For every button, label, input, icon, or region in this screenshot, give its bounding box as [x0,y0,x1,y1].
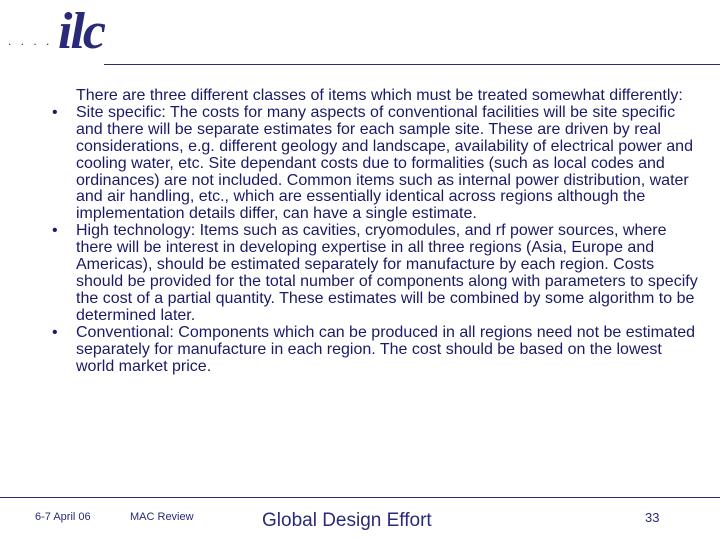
footer-date: 6-7 April 06 [35,511,91,523]
page-number: 33 [645,510,660,525]
intro-text: There are three different classes of items which must be treated somewhat differently: [76,87,683,104]
footer-review: MAC Review [130,511,194,523]
bullet-description: : The costs for many aspects of conventional facilities will be site specific and there will be separate estimates for each sample site. These are driven by real considerations, e.g. different geology and landscape, availability of electrical power and cooling water, etc. Site dependant costs due to formalities (such as local codes and ordinances) are not included. Common items such as internal power distribution, water and air handling, etc., which are essentially identical across regions although the implementation details differ, can have a single estimate. [76,103,693,223]
header-rule [104,64,720,65]
ilc-logo [8,3,108,66]
slide-body [52,88,702,375]
footer-title: Global Design Effort [262,510,432,531]
bullet-description: : Items such as cavities, cryomodules, and rf power sources, where there will be interest in developing expertise in all three regions (Asia, Europe and Americas), should be estimated separately for manufacture by each region. Costs should be provided for the total number of components along with parameters to specify the cost of a partial quantity. These estimates will be combined by some algorithm to be determined later. [76,222,698,324]
bullet-term: High technology [76,222,191,240]
bullet-icon: • [52,323,58,341]
bullet-site-specific [52,105,702,223]
bullet-term: Site specific [76,103,162,121]
bullet-high-technology [52,223,702,324]
logo-dots: . . . . [8,34,53,48]
bullet-icon: • [52,222,58,240]
bullet-conventional [52,325,702,376]
bullet-icon: • [52,103,58,121]
bullet-description: : Components which can be produced in all regions need not be estimated separately for manufacture in each region. The cost should be based on the lowest world market price. [76,323,696,375]
logo-text: ilc [58,3,104,60]
footer-rule [0,497,720,498]
bullet-term: Conventional [76,323,170,341]
